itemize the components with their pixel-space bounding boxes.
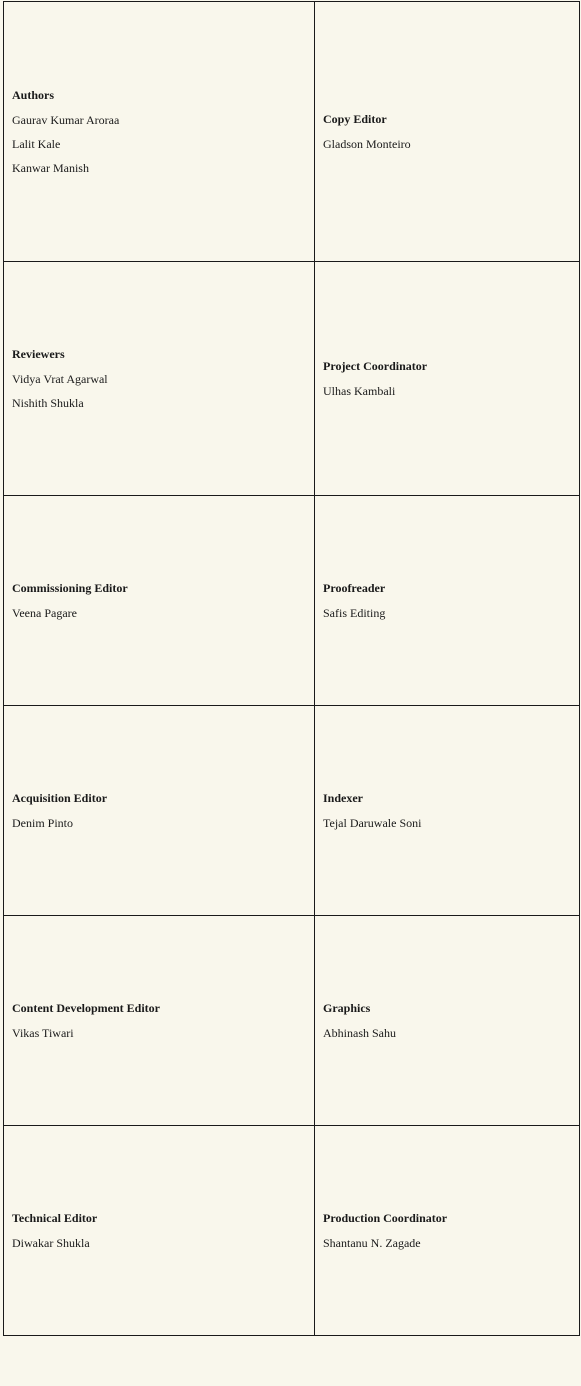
person-name: Abhinash Sahu [323, 1026, 396, 1040]
person-name: Gaurav Kumar Aroraa [12, 113, 120, 127]
person-name: Tejal Daruwale Soni [323, 816, 422, 830]
credits-row [4, 2, 580, 262]
credit-cell-content-development-editor [4, 916, 315, 1126]
person-name: Vidya Vrat Agarwal [12, 372, 108, 386]
credits-row [4, 916, 580, 1126]
role-title: Production Coordinator [323, 1211, 448, 1225]
person-name: Shantanu N. Zagade [323, 1236, 421, 1250]
credits-row [4, 496, 580, 706]
role-title: Copy Editor [323, 112, 387, 126]
person-name: Kanwar Manish [12, 161, 89, 175]
role-title: Indexer [323, 791, 363, 805]
role-title: Commissioning Editor [12, 581, 128, 595]
person-name: Denim Pinto [12, 816, 74, 830]
credit-cell-project-coordinator [315, 262, 580, 496]
role-title: Authors [12, 88, 55, 102]
credit-cell-reviewers [4, 262, 315, 496]
person-name: Safis Editing [323, 606, 386, 620]
role-title: Technical Editor [12, 1211, 98, 1225]
credit-cell-proofreader [315, 496, 580, 706]
person-name: Nishith Shukla [12, 396, 84, 410]
credit-cell-commissioning-editor [4, 496, 315, 706]
person-name: Gladson Monteiro [323, 137, 411, 151]
role-title: Content Development Editor [12, 1001, 160, 1015]
role-title: Project Coordinator [323, 359, 428, 373]
person-name: Lalit Kale [12, 137, 61, 151]
credit-cell-graphics [315, 916, 580, 1126]
credit-cell-technical-editor [4, 1126, 315, 1336]
credits-row [4, 706, 580, 916]
role-title: Proofreader [323, 581, 386, 595]
credits-row [4, 1126, 580, 1336]
credits-table [3, 1, 580, 1336]
person-name: Ulhas Kambali [323, 384, 396, 398]
credit-cell-copy-editor [315, 2, 580, 262]
credit-cell-acquisition-editor [4, 706, 315, 916]
credits-row [4, 262, 580, 496]
credit-cell-authors [4, 2, 315, 262]
person-name: Veena Pagare [12, 606, 77, 620]
credit-cell-indexer [315, 706, 580, 916]
person-name: Vikas Tiwari [12, 1026, 74, 1040]
role-title: Acquisition Editor [12, 791, 108, 805]
role-title: Graphics [323, 1001, 371, 1015]
credit-cell-production-coordinator [315, 1126, 580, 1336]
role-title: Reviewers [12, 347, 65, 361]
person-name: Diwakar Shukla [12, 1236, 90, 1250]
